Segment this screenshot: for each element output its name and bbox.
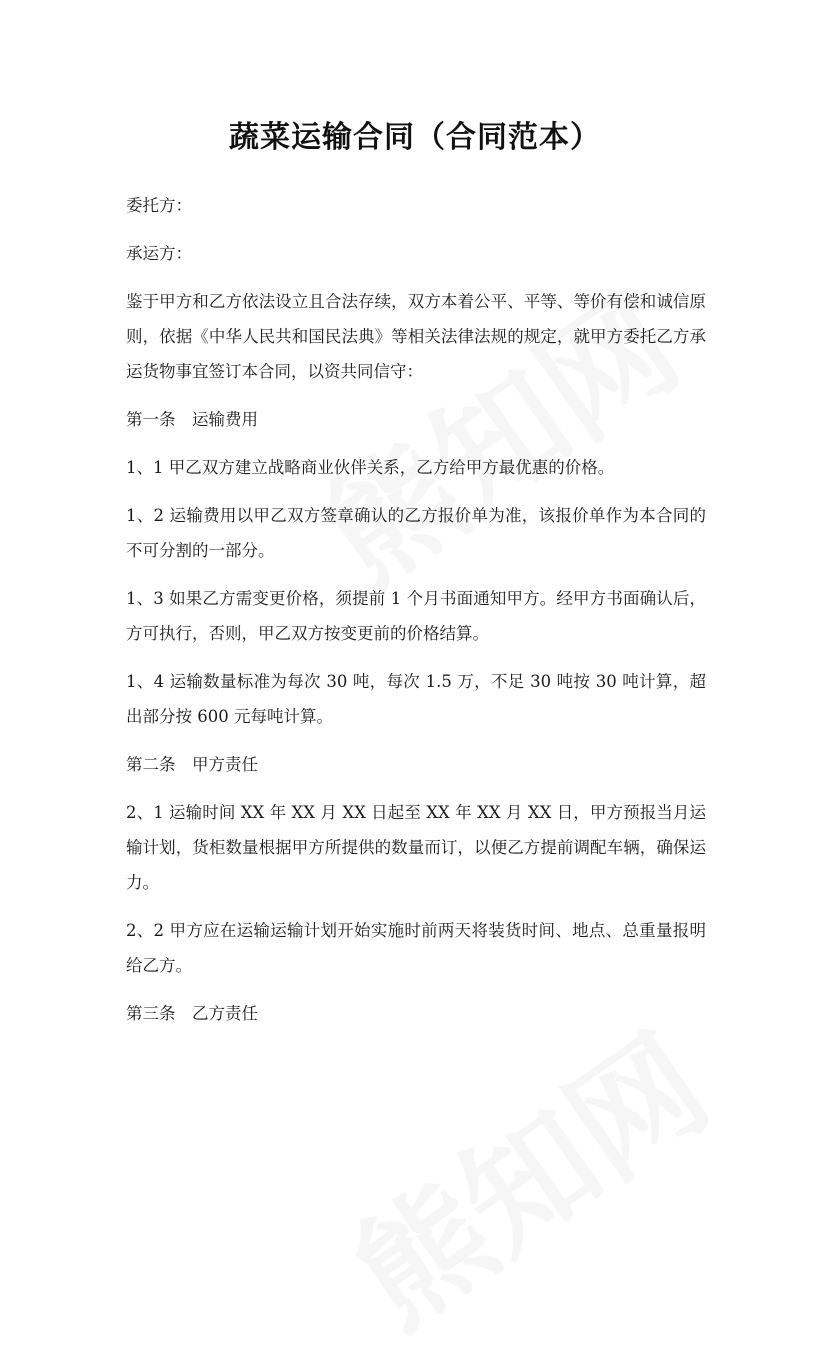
clause-1-1: 1、1 甲乙双方建立战略商业伙伴关系，乙方给甲方最优惠的价格。	[126, 458, 615, 477]
article-3-heading: 第三条 乙方责任	[126, 1004, 258, 1023]
document-title: 蔬菜运输合同（合同范本）	[229, 120, 601, 155]
clause-2-2: 2、2 甲方应在运输运输计划开始实施时前两天将装货时间、地点、总重量报明给乙方。	[126, 921, 706, 975]
clause-1-3: 1、3 如果乙方需变更价格，须提前 1 个月书面通知甲方。经甲方书面确认后，方可执行，否则，甲乙双方按变更前的价格结算。	[126, 589, 706, 643]
client-party-line: 委托方：	[126, 196, 192, 215]
carrier-party-line: 承运方：	[126, 244, 192, 263]
document-body	[126, 188, 706, 1044]
clause-1-4: 1、4 运输数量标准为每次 30 吨，每次 1.5 万，不足 30 吨按 30 吨计算，超出部分按 600 元每吨计算。	[126, 672, 706, 726]
article-1-heading: 第一条 运输费用	[126, 410, 258, 429]
preamble-paragraph: 鉴于甲方和乙方依法设立且合法存续，双方本着公平、平等、等价有偿和诚信原则，依据《中华人民共和国民法典》等相关法律法规的规定，就甲方委托乙方承运货物事宜签订本合同，以资共同信守：	[126, 292, 706, 381]
clause-1-2: 1、2 运输费用以甲乙双方签章确认的乙方报价单为准，该报价单作为本合同的不可分割的一部分。	[126, 506, 706, 560]
article-2-heading: 第二条 甲方责任	[126, 755, 258, 774]
clause-2-1: 2、1 运输时间 XX 年 XX 月 XX 日起至 XX 年 XX 月 XX 日，甲方预报当月运输计划，货柜数量根据甲方所提供的数量而订，以便乙方提前调配车辆，确保运力。	[126, 803, 706, 892]
